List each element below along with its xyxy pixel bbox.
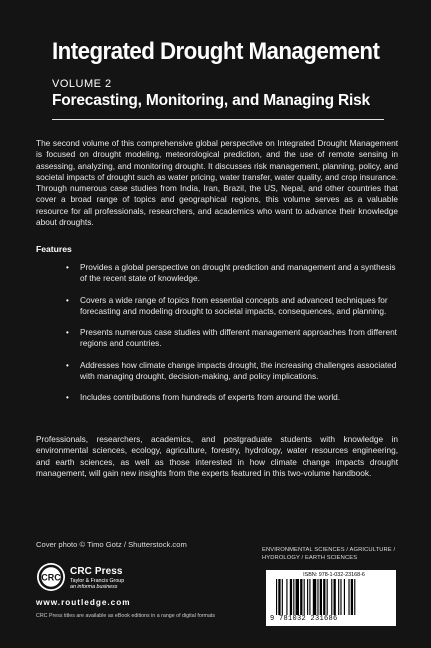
feature-item <box>36 392 398 403</box>
subject-categories: ENVIRONMENTAL SCIENCES / AGRICULTURE / HYDROLOGY / EARTH SCIENCES <box>262 547 396 561</box>
publisher-website-link[interactable]: www.routledge.com <box>36 598 131 607</box>
bullet-icon: • <box>66 295 69 305</box>
bullet-icon: • <box>66 263 69 272</box>
book-title: Integrated Drought Management <box>52 38 380 65</box>
bullet-icon: • <box>66 393 69 403</box>
bullet-icon: • <box>66 360 69 370</box>
publisher-group: Taylor & Francis Group <box>70 578 125 584</box>
feature-item <box>36 295 398 318</box>
audience-paragraph: Professionals, researchers, academics, and postgraduate students with knowledge in environmental sciences, ecology, agriculture, forestry, hydrology, water resources engineering, and earth sciences, as well as those interested in how climate change impacts drought management, will gain new insights from the experts featured in this two-volume handbook. <box>36 434 398 478</box>
feature-item <box>36 262 398 285</box>
cover-photo-credit: Cover photo © Timo Gotz / Shutterstock.com <box>36 540 187 549</box>
barcode-digits: 9 781032 231686 <box>270 615 338 623</box>
feature-text: Presents numerous case studies with different management approaches from different regions and countries. <box>80 327 397 349</box>
bullet-icon: • <box>66 328 69 338</box>
features-heading: Features <box>36 244 72 254</box>
title-divider <box>52 119 384 120</box>
isbn-barcode <box>266 570 396 626</box>
publisher-business: an informa business <box>70 584 118 590</box>
feature-text: Addresses how climate change impacts drought, the increasing challenges associated with managing drought, decision-making, and policy implications. <box>80 359 397 382</box>
book-subtitle: Forecasting, Monitoring, and Managing Risk <box>52 92 370 109</box>
feature-item <box>36 360 398 383</box>
publisher-name: CRC Press <box>70 566 123 577</box>
publisher-block <box>70 566 124 590</box>
barcode-bars-icon <box>274 579 390 615</box>
isbn-label: ISBN: 978-1-032-23168-6 <box>303 572 365 578</box>
crc-press-logo-icon <box>36 562 66 592</box>
features-list <box>36 262 398 414</box>
feature-text: Provides a global perspective on drought prediction and management and a synthesis of the recent state of knowledge. <box>80 262 396 284</box>
description-paragraph: The second volume of this comprehensive global perspective on Integrated Drought Management is focused on drought modeling, meteorological prediction, and the use of remote sensing in assessing, analyzing, and monitoring drought. It discusses risk management, planning, policy, and societal impacts of drought such as water pricing, water transfer, water quality, and crop insurance. Through numerous case studies from India, Iran, Brazil, the US, Nepal, and other countries that cover a broad range of topics and geographical regions, this volume serves as a valuable resource for all professionals, researchers, and academics who want to advance their knowledge about droughts. <box>36 138 398 228</box>
logo-text: CRC <box>41 572 61 583</box>
volume-label: VOLUME 2 <box>52 78 112 90</box>
ebook-availability-note: CRC Press titles are available as eBook editions in a range of digital formats <box>36 613 216 619</box>
feature-text: Covers a wide range of topics from essential concepts and advanced techniques for forecasting and modeling drought to societal impacts, consequences, and planning. <box>80 294 388 316</box>
feature-text: Includes contributions from hundreds of experts from around the world. <box>80 392 341 403</box>
feature-item <box>36 327 398 350</box>
